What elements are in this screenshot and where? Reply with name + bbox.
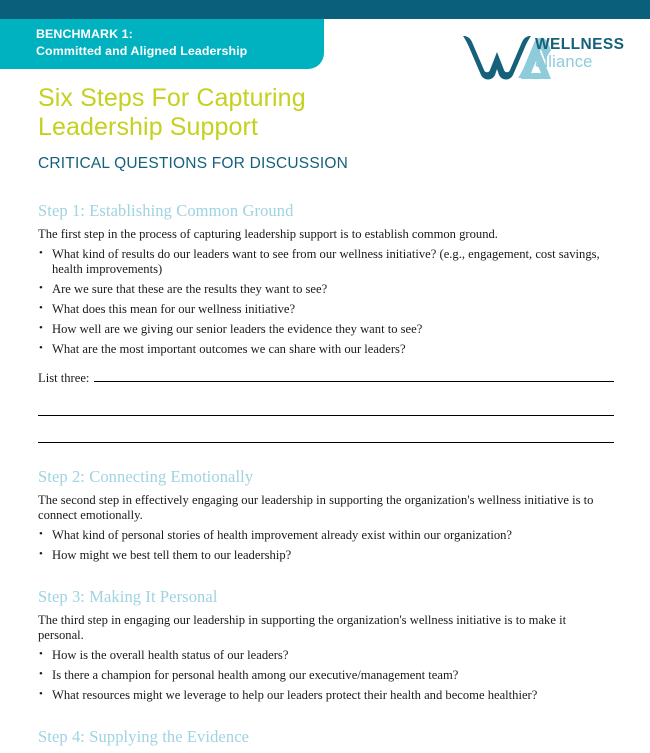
list-item: • Is there a champion for personal health among our executive/management team? [38,668,614,683]
list-item: • Are we sure that these are the results they want to see? [38,282,614,297]
step-heading-2: Step 2: Connecting Emotionally [38,466,254,486]
step-heading-4: Step 4: Supplying the Evidence [38,726,250,746]
list-three-first-row [38,368,614,389]
step-heading-3: Step 3: Making It Personal [38,586,218,606]
logo-wellness-text: WELLNESS [535,36,625,53]
step-intro-1: The first step in the process of capturing leadership support is to establish common ground. [38,227,498,241]
step-intro-2: The second step in effectively engaging our leadership in supporting the organization's wellness initiative is to connect emotionally. [38,492,594,522]
list-three-label: List three: [38,370,90,385]
benchmark-name: Committed and Aligned Leadership [36,44,248,58]
step-section-1 [38,201,614,443]
list-item: • How might we best tell them to our leadership? [38,548,614,563]
list-item: • What resources might we leverage to help our leaders protect their health and become healthier? [38,688,614,703]
step-intro-3: The third step in engaging our leadership in supporting the organization's wellness initiative is to make it personal. [38,612,567,642]
list-item: • How is the overall health status of our leaders? [38,648,614,663]
step-section-4 [38,727,614,747]
page-title-line-2: Leadership Support [38,113,259,141]
list-item: • What are the most important outcomes we can share with our leaders? [38,342,614,357]
document-content [38,84,614,753]
wellness-alliance-logo [459,32,625,82]
benchmark-banner [0,19,324,69]
list-item: • What does this mean for our wellness initiative? [38,302,614,317]
list-item: • How well are we giving our senior leaders the evidence they want to see? [38,322,614,337]
list-item: • What kind of personal stories of health improvement already exist within our organization? [38,528,614,543]
page-title [38,84,614,142]
page-title-line-1: Six Steps For Capturing [38,84,306,112]
top-accent-bar [0,0,650,19]
write-line-2[interactable] [38,402,614,416]
step-heading-1: Step 1: Establishing Common Ground [38,201,294,220]
logo-alliance-text: alliance [535,52,593,71]
question-list-1 [38,247,614,357]
write-line-1[interactable] [94,368,614,382]
step-section-3 [38,587,614,703]
write-line-3[interactable] [38,429,614,443]
question-list-2 [38,528,614,563]
list-three-block [38,368,614,443]
step-section-2 [38,467,614,563]
list-item: • What kind of results do our leaders want to see from our wellness initiative? (e.g., engagement, cost savings, health improvements) [38,247,614,277]
page-subtitle: CRITICAL QUESTIONS FOR DISCUSSION [38,155,349,172]
logo-wordmark [535,37,624,70]
question-list-3 [38,648,614,703]
benchmark-label: BENCHMARK 1: [36,27,133,41]
